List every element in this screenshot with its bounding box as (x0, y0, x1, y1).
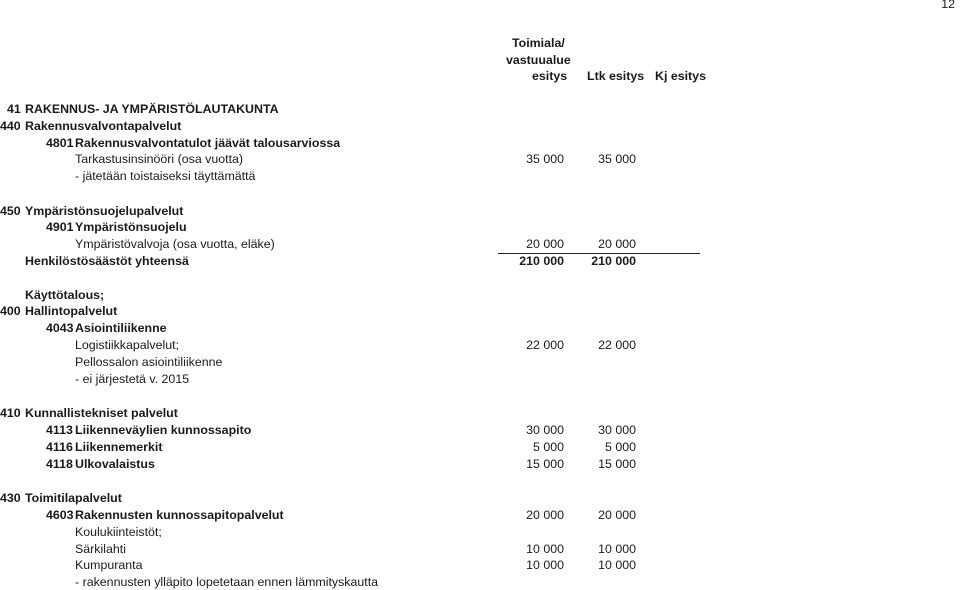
row-code: 4801 (46, 136, 74, 150)
row-note: - rakennusten ylläpito lopetetaan ennen lämmityskautta (75, 575, 379, 589)
row-label: Liikenneväylien kunnossapito (75, 423, 252, 437)
row-label: Kumpuranta (75, 558, 143, 572)
value-department: 30 000 (526, 423, 564, 437)
row-label: Rakennusvalvontatulot jäävät talousarviossa (75, 136, 341, 150)
row-label: Ympäristövalvoja (osa vuotta, eläke) (75, 237, 275, 251)
column-header-department-line1: Toimiala/ (512, 36, 565, 50)
row-label: Toimitilapalvelut (25, 491, 122, 505)
row-label: RAKENNUS- JA YMPÄRISTÖLAUTAKUNTA (25, 102, 279, 116)
row-code: 400 (0, 304, 21, 318)
value-department: 10 000 (526, 542, 564, 556)
value-department: 10 000 (526, 558, 564, 572)
column-header-department-line2: vastuualue (506, 53, 571, 67)
column-header-department-line3: esitys (532, 69, 568, 83)
value-department: 15 000 (526, 457, 564, 471)
total-committee: 210 000 (591, 254, 636, 268)
column-header-manager: Kj esitys (655, 69, 706, 83)
value-committee: 10 000 (598, 542, 636, 556)
value-committee: 20 000 (598, 237, 636, 251)
page-number: 12 (941, 0, 955, 11)
row-code: 4603 (46, 508, 74, 522)
row-code: 410 (0, 406, 21, 420)
total-label: Henkilöstösäästöt yhteensä (25, 254, 189, 268)
row-label: Ympäristönsuojelupalvelut (25, 204, 184, 218)
row-code: 41 (7, 102, 21, 116)
row-label: Rakennusvalvontapalvelut (25, 119, 182, 133)
row-note: - ei järjestetä v. 2015 (75, 372, 190, 386)
row-label: Koulukiinteistöt; (75, 525, 162, 539)
value-department: 20 000 (526, 237, 564, 251)
column-header-committee: Ltk esitys (587, 69, 645, 83)
row-label: Kunnallistekniset palvelut (25, 406, 178, 420)
row-label: Tarkastusinsinööri (osa vuotta) (75, 152, 244, 166)
row-code: 450 (0, 204, 21, 218)
value-committee: 30 000 (598, 423, 636, 437)
row-label: Ulkovalaistus (75, 457, 155, 471)
value-department: 35 000 (526, 152, 564, 166)
row-label: Ympäristönsuojelu (75, 220, 187, 234)
value-committee: 20 000 (598, 508, 636, 522)
row-code: 4113 (46, 423, 73, 437)
row-code: 4116 (46, 440, 73, 454)
row-code: 4118 (46, 457, 73, 471)
value-committee: 22 000 (598, 338, 636, 352)
value-committee: 5 000 (604, 440, 636, 454)
section-heading: Käyttötalous; (25, 288, 105, 302)
row-label: Logistiikkapalvelut; (75, 338, 180, 352)
total-department: 210 000 (519, 254, 564, 268)
row-note: - jätetään toistaiseksi täyttämättä (75, 169, 256, 183)
value-committee: 10 000 (598, 558, 636, 572)
row-label: Särkilahti (75, 542, 126, 556)
row-label: Rakennusten kunnossapitopalvelut (75, 508, 284, 522)
row-code: 4901 (46, 220, 74, 234)
row-code: 440 (0, 119, 21, 133)
row-label: Liikennemerkit (75, 440, 163, 454)
value-department: 5 000 (532, 440, 564, 454)
value-department: 20 000 (526, 508, 564, 522)
row-label: Asiointiliikenne (75, 321, 167, 335)
row-code: 4043 (46, 321, 74, 335)
row-label: Hallintopalvelut (25, 304, 118, 318)
row-label: Pellossalon asiointiliikenne (75, 355, 223, 369)
row-code: 430 (0, 491, 21, 505)
value-committee: 35 000 (598, 152, 636, 166)
value-department: 22 000 (526, 338, 564, 352)
value-committee: 15 000 (598, 457, 636, 471)
